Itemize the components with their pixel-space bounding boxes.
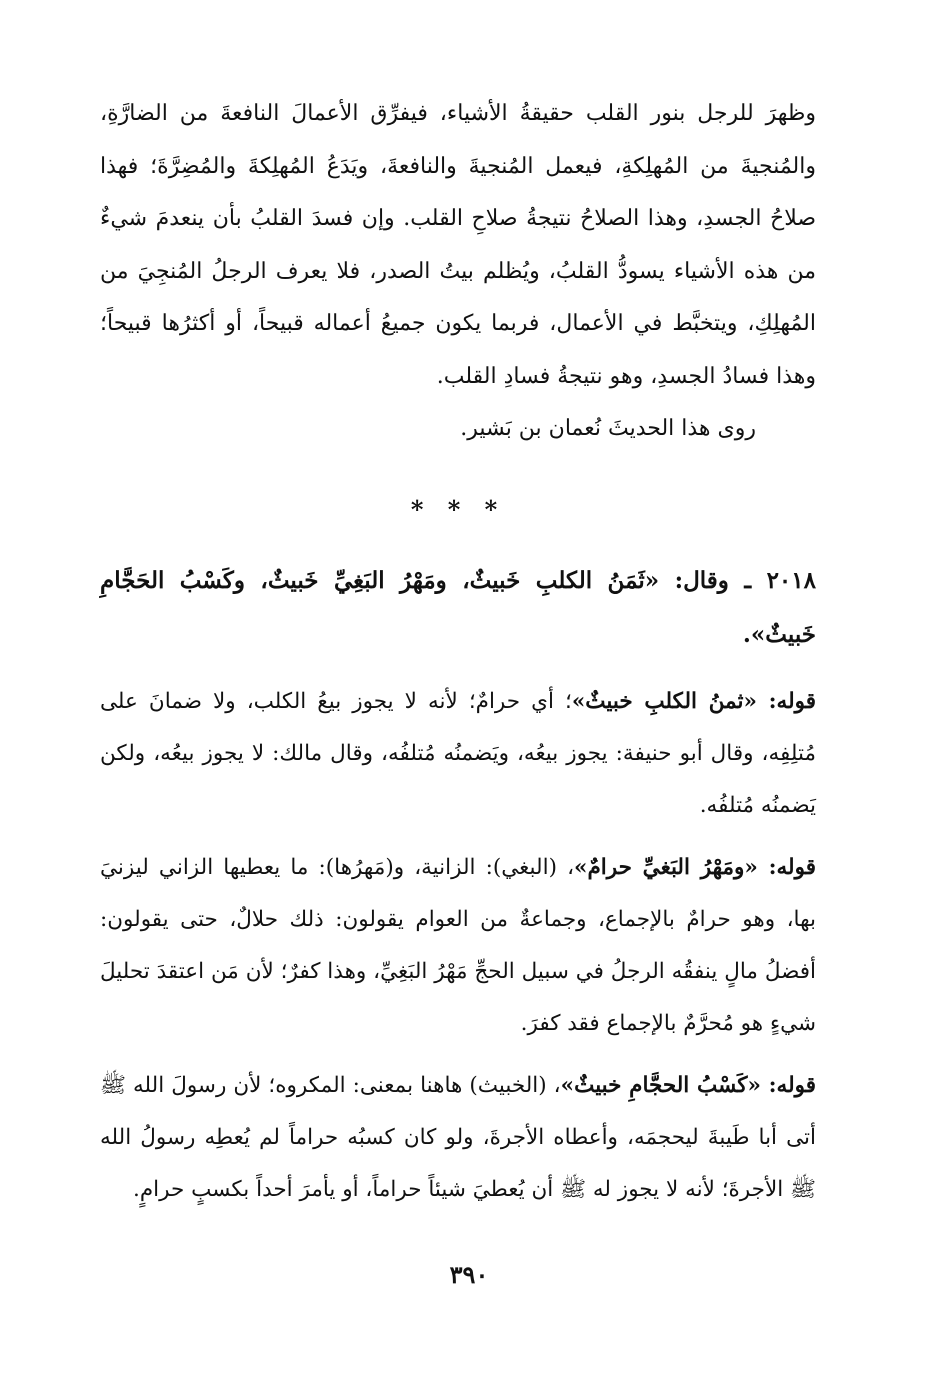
commentary-text: ؛ أي حرامٌ؛ لأنه لا يجوز بيعُ الكلب، ولا ضمانَ على مُتلِفِه، وقال أبو حنيفة: يجوز بيعُه، ويَضمنُه مُتلفُه، وقال مالك: لا يجوز بيعُه، ولكن يَضمنُه مُتلفُه. — [100, 689, 816, 818]
page-body — [100, 88, 816, 1226]
narration-line: روى هذا الحديثَ نُعمان بن بَشير. — [460, 416, 756, 441]
commentary-paragraph — [100, 676, 816, 832]
commentary-text: ، (البغي): الزانية، و(مَهرُها): ما يعطيها الزاني ليزنيَ بها، وهو حرامٌ بالإجماع، وجماعةٌ من العوام يقولون: ذلك حلالٌ، حتى يقولون: أفضلُ مالٍ ينفقُه الرجلُ في سبيل الحجِّ مَهْرُ البَغِيِّ، وهذا كفرٌ؛ لأن مَن اعتقدَ تحليلَ شيءٍ هو مُحرَّمٌ بالإجماع فقد كفرَ. — [100, 855, 816, 1036]
page-number: ٣٩٠ — [449, 1260, 489, 1289]
commentary-paragraph — [100, 842, 816, 1050]
commentary-paragraph — [100, 1060, 816, 1216]
section-separator: * * * — [410, 495, 506, 524]
commentary-lead: قوله: «ومَهْرُ البَغيِّ حرامٌ» — [574, 855, 816, 880]
commentary-text: ، (الخبيث) هاهنا بمعنى: المكروه؛ لأن رسولَ الله ﷺ أتى أبا طَيبةَ ليحجمَه، وأعطاه الأجرةَ، ولو كان كسبُه حراماً لم يُعطِه رسولُ الله ﷺ الأجرةَ؛ لأنه لا يجوز له ﷺ أن يُعطيَ شيئاً حراماً، أو يأمرَ أحداً بكسبٍ حرامٍ. — [100, 1073, 816, 1202]
commentary-lead: قوله: «ثمنُ الكلبِ خبيثٌ» — [571, 689, 817, 714]
intro-paragraph: وظهرَ للرجل بنور القلب حقيقةُ الأشياء، فيفرِّق الأعمالَ النافعةَ من الضارَّةِ، والمُنجيةَ من المُهلِكةِ، فيعمل المُنجيةَ والنافعةَ، ويَدَعُ المُهلِكةَ والمُضِرَّةَ؛ فهذا صلاحُ الجسدِ، وهذا الصلاحُ نتيجةُ صلاحِ القلب. وإن فسدَ القلبُ بأن ينعدمَ شيءٌ من هذه الأشياء يسودُّ القلبُ، ويُظلم بيتُ الصدر، فلا يعرف الرجلُ المُنجِيَ من المُهلِكِ، ويتخبَّط في الأعمال، فربما يكون جميعُ أعماله قبيحاً، أو أكثرُها قبيحاً؛ وهذا فسادُ الجسدِ، وهو نتيجةُ فسادِ القلب. — [100, 101, 817, 389]
hadith-text: ٢٠١٨ ـ وقال: «ثَمَنُ الكلبِ خَبيثٌ، ومَهْرُ البَغِيِّ خَبيثٌ، وكَسْبُ الحَجَّامِ خَبيثٌ». — [100, 567, 816, 648]
commentary-lead: قوله: «كَسْبُ الحجَّامِ خبيثٌ» — [560, 1073, 817, 1098]
